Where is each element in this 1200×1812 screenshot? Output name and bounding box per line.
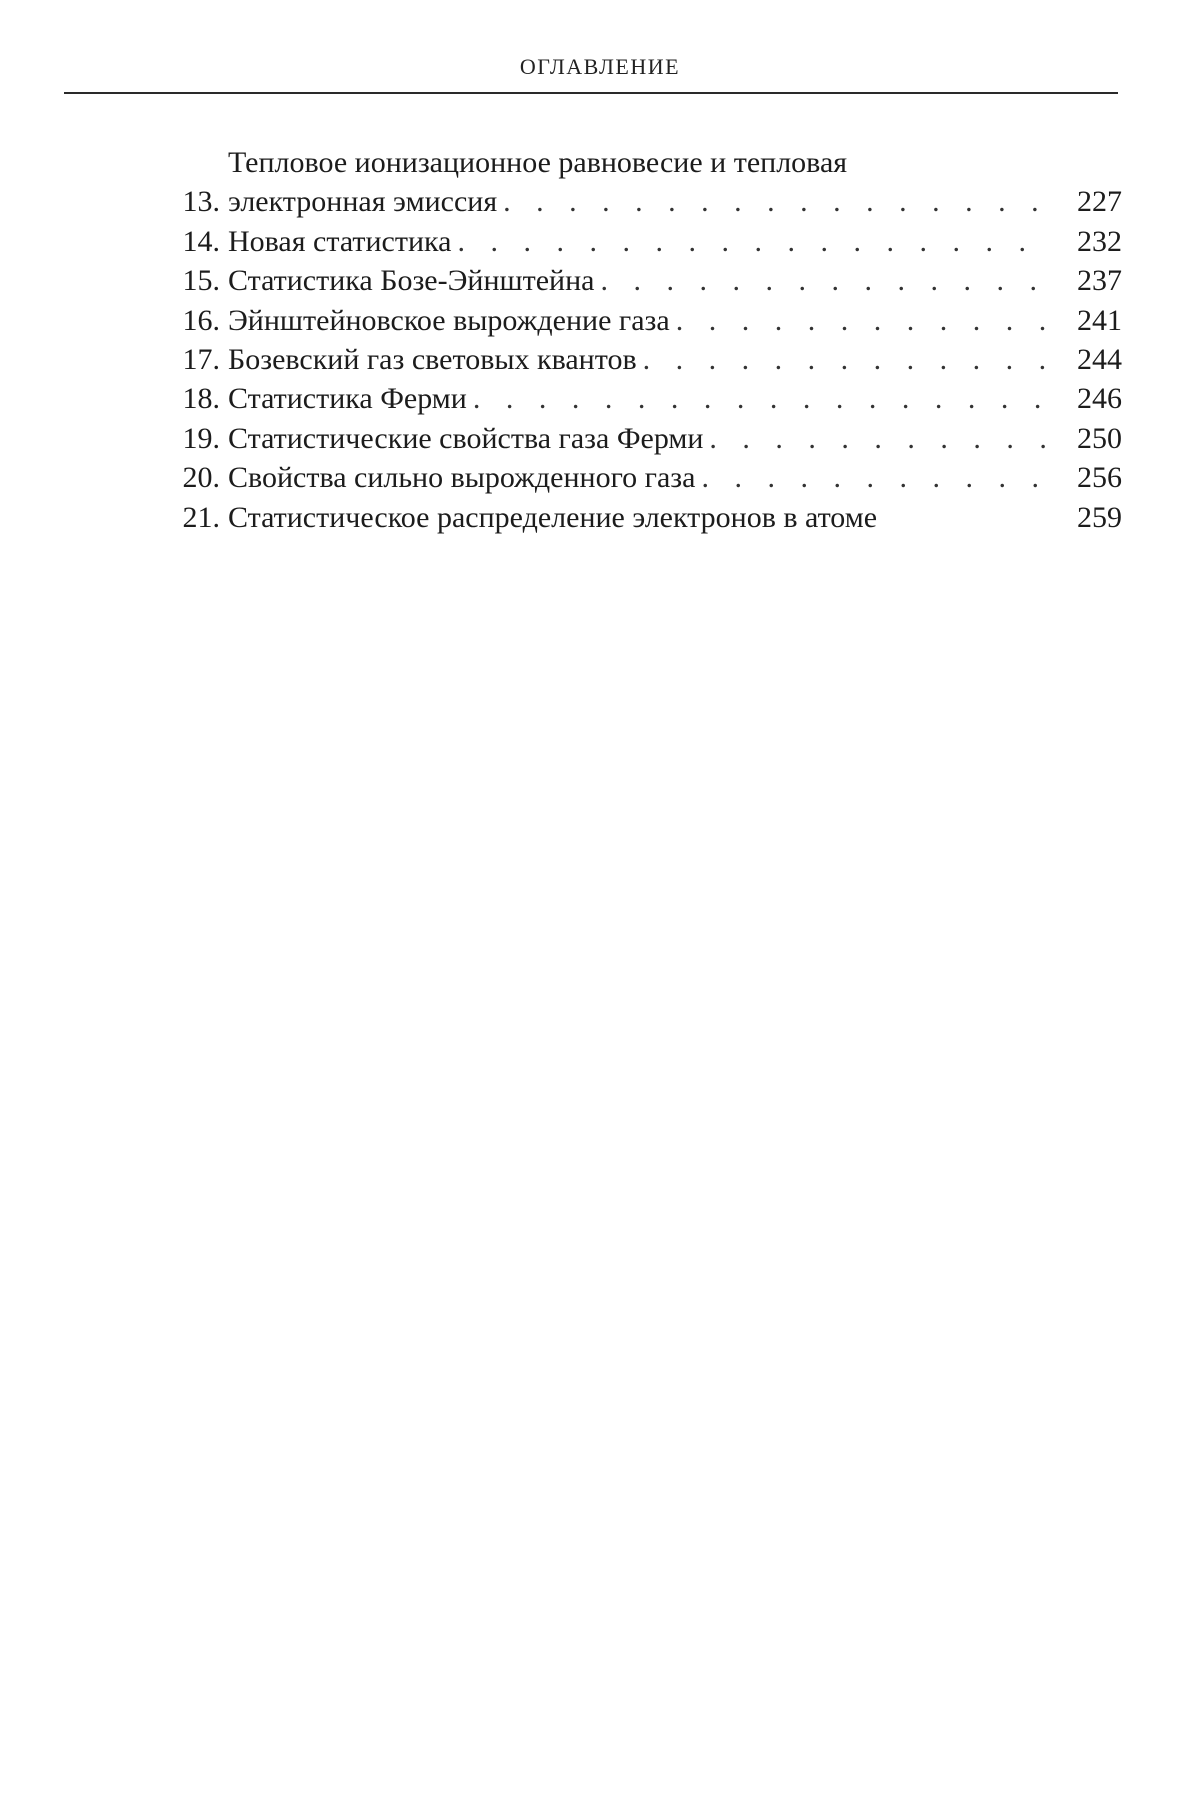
toc-entry-body xyxy=(228,261,1046,300)
toc-entry-page: 227 xyxy=(1077,185,1122,219)
toc-entry-title: Статистика Ферми xyxy=(228,382,467,416)
toc-entry-number: 20. xyxy=(182,461,220,495)
toc-entry-title: Новая статистика xyxy=(228,224,452,258)
toc-entry-title: Статистическое распределение электронов в атоме xyxy=(228,500,878,534)
dot-leader xyxy=(451,222,1046,261)
toc-entry-leader-row xyxy=(228,182,1046,221)
toc-entry-page: 256 xyxy=(1077,461,1122,495)
toc-entry-body xyxy=(228,498,1046,537)
toc-entry-page: 241 xyxy=(1077,303,1122,337)
toc-entry-title: Статистика Бозе-Эйнштейна xyxy=(228,264,595,298)
toc-entry-body xyxy=(228,143,1046,222)
toc-entry-number: 13. xyxy=(182,185,220,219)
toc-entry-title: Свойства сильно вырожденного газа xyxy=(228,461,696,495)
toc-entry-page: 259 xyxy=(1077,500,1122,534)
toc-entry-14 xyxy=(160,222,1122,261)
dot-leader xyxy=(703,419,1046,458)
toc-entry-19 xyxy=(160,419,1122,458)
toc-entry-title: Эйнштейновское вырождение газа xyxy=(228,303,670,337)
toc-entry-title-line2: электронная эмиссия xyxy=(228,185,498,219)
toc-entry-page: 232 xyxy=(1077,224,1122,258)
running-title: ОГЛАВЛЕНИЕ xyxy=(519,54,681,79)
toc-entry-15 xyxy=(160,261,1122,300)
dot-leader xyxy=(467,379,1046,418)
toc-entry-number: 15. xyxy=(182,264,220,298)
toc-entry-number: 19. xyxy=(182,421,220,455)
toc-entry-body xyxy=(228,419,1046,458)
toc-entry-page: 250 xyxy=(1077,421,1122,455)
toc-entry-number: 18. xyxy=(182,382,220,416)
dot-leader xyxy=(637,340,1046,379)
toc-entry-body xyxy=(228,379,1046,418)
toc-entry-number: 17. xyxy=(182,343,220,377)
toc-entry-page: 244 xyxy=(1077,343,1122,377)
dot-leader xyxy=(670,301,1046,340)
toc-entry-page: 237 xyxy=(1077,264,1122,298)
toc-entry-17 xyxy=(160,340,1122,379)
toc-entry-13 xyxy=(160,143,1122,222)
header-rule xyxy=(64,92,1118,94)
dot-leader xyxy=(497,182,1046,221)
toc-entry-body xyxy=(228,301,1046,340)
toc-entry-title: Бозевский газ световых квантов xyxy=(228,343,637,377)
toc-entry-page: 246 xyxy=(1077,382,1122,416)
toc-entry-21 xyxy=(160,498,1122,537)
toc-entry-20 xyxy=(160,458,1122,497)
toc-entry-title: Статистические свойства газа Ферми xyxy=(228,421,704,455)
toc-entry-body xyxy=(228,340,1046,379)
dot-leader xyxy=(695,458,1046,497)
toc-entry-number: 14. xyxy=(182,224,220,258)
table-of-contents xyxy=(160,143,1122,537)
toc-entry-18 xyxy=(160,379,1122,418)
toc-entry-body xyxy=(228,458,1046,497)
toc-entry-title-line1: Тепловое ионизационное равновесие и тепловая xyxy=(228,146,848,179)
toc-entry-body xyxy=(228,222,1046,261)
toc-entry-16 xyxy=(160,301,1122,340)
toc-entry-number: 16. xyxy=(182,303,220,337)
toc-entry-number: 21. xyxy=(182,500,220,534)
dot-leader xyxy=(594,261,1046,300)
